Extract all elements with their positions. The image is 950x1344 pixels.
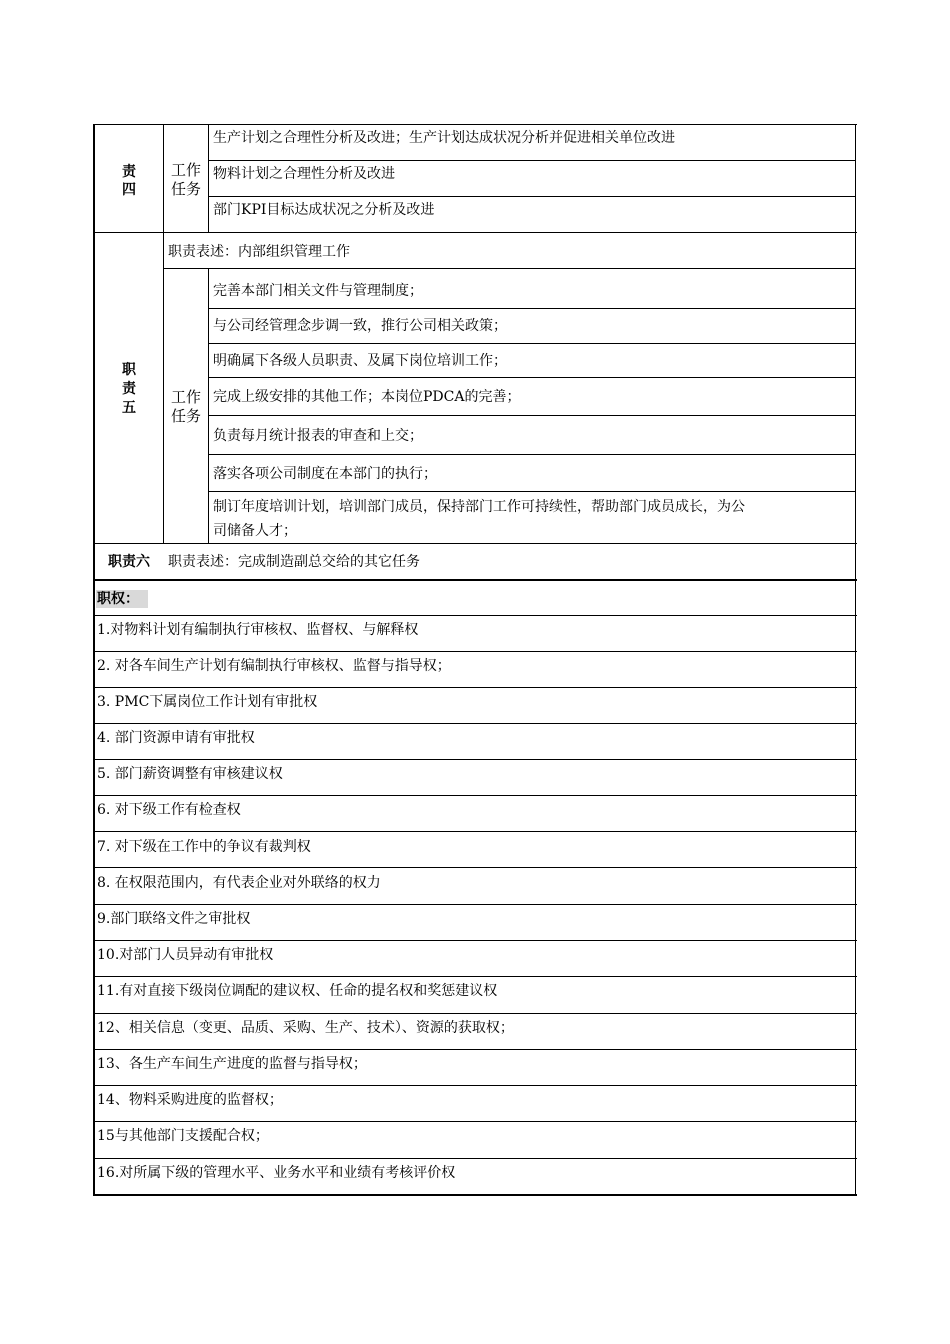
row-divider — [208, 196, 856, 197]
row-divider — [93, 615, 857, 616]
row-divider — [208, 491, 856, 492]
row-divider — [93, 759, 857, 760]
row-divider — [93, 651, 857, 652]
row-divider — [93, 940, 857, 941]
duty5-task: 完善本部门相关文件与管理制度； — [213, 283, 423, 299]
row-divider — [93, 687, 857, 688]
duty5-task: 明确属下各级人员职责、及属下岗位培训工作； — [213, 353, 507, 369]
row-divider — [93, 579, 857, 581]
duty4-label: 四 — [122, 182, 136, 198]
authority-item: 10.对部门人员异动有审批权 — [97, 947, 274, 963]
column-divider — [208, 268, 209, 543]
row-divider — [93, 1121, 857, 1122]
duty6-label: 职责六 — [108, 554, 150, 570]
authority-item: 7. 对下级在工作中的争议有裁判权 — [97, 839, 311, 855]
row-divider — [93, 543, 857, 544]
authority-item: 12、相关信息（变更、品质、采购、生产、技术）、资源的获取权； — [97, 1020, 514, 1036]
duty5-task: 司储备人才； — [213, 523, 297, 539]
row-divider — [208, 343, 856, 344]
authority-item: 16.对所属下级的管理水平、业务水平和业绩有考核评价权 — [97, 1165, 456, 1181]
authority-item: 8. 在权限范围内，有代表企业对外联络的权力 — [97, 875, 381, 891]
authority-item: 14、物料采购进度的监督权； — [97, 1092, 283, 1108]
duty6-description: 职责表述：完成制造副总交给的其它任务 — [168, 554, 420, 570]
row-divider — [93, 723, 857, 724]
row-divider — [93, 904, 857, 905]
authority-item: 3. PMC下属岗位工作计划有审批权 — [97, 694, 318, 710]
authority-item: 1.对物料计划有编制执行审核权、监督权、与解释权 — [97, 622, 419, 638]
duty5-task: 负责每月统计报表的审查和上交； — [213, 428, 423, 444]
work-task-label: 工作 — [170, 161, 201, 179]
authority-item: 6. 对下级工作有检查权 — [97, 802, 241, 818]
row-divider — [93, 1158, 857, 1159]
duty5-label: 职 — [122, 362, 136, 378]
row-divider — [93, 1013, 857, 1014]
work-task-label: 工作 — [170, 388, 201, 406]
row-divider — [93, 232, 857, 233]
duty4-label: 责 — [122, 164, 136, 180]
row-divider — [93, 1049, 857, 1050]
row-divider — [163, 268, 856, 269]
authority-item: 15与其他部门支援配合权； — [97, 1128, 269, 1144]
row-divider — [208, 415, 856, 416]
row-divider — [208, 308, 856, 309]
duty4-task: 物料计划之合理性分析及改进 — [213, 166, 395, 182]
work-task-label: 任务 — [170, 407, 201, 425]
duty5-label: 责 — [122, 381, 136, 397]
right-border — [855, 124, 856, 1196]
left-border — [93, 124, 95, 1196]
row-divider — [93, 831, 857, 832]
column-divider — [208, 124, 209, 232]
duty5-task: 制订年度培训计划，培训部门成员，保持部门工作可持续性，帮助部门成员成长，为公 — [213, 499, 745, 515]
authority-item: 5. 部门薪资调整有审核建议权 — [97, 766, 283, 782]
row-divider — [93, 976, 857, 977]
authority-heading: 职权： — [97, 591, 139, 607]
row-divider — [93, 1085, 857, 1086]
row-divider — [93, 795, 857, 796]
authority-item: 2. 对各车间生产计划有编制执行审核权、监督与指导权； — [97, 658, 451, 674]
authority-item: 11.有对直接下级岗位调配的建议权、任命的提名权和奖惩建议权 — [97, 983, 498, 999]
authority-item: 9.部门联络文件之审批权 — [97, 911, 251, 927]
duty4-task: 部门KPI目标达成状况之分析及改进 — [213, 202, 435, 218]
row-divider — [93, 867, 857, 868]
duty5-description: 职责表述：内部组织管理工作 — [168, 244, 350, 260]
authority-item: 4. 部门资源申请有审批权 — [97, 730, 255, 746]
duty4-task: 生产计划之合理性分析及改进；生产计划达成状况分析并促进相关单位改进 — [213, 130, 675, 146]
row-divider — [208, 454, 856, 455]
duty5-task: 完成上级安排的其他工作；本岗位PDCA的完善； — [213, 389, 521, 405]
row-divider — [208, 377, 856, 378]
row-divider — [208, 160, 856, 161]
duty5-label: 五 — [122, 400, 136, 416]
bottom-border — [93, 1194, 857, 1196]
work-task-label: 任务 — [170, 180, 201, 198]
authority-item: 13、各生产车间生产进度的监督与指导权； — [97, 1056, 367, 1072]
duty5-task: 落实各项公司制度在本部门的执行； — [213, 466, 437, 482]
duty5-task: 与公司经管理念步调一致，推行公司相关政策； — [213, 318, 507, 334]
